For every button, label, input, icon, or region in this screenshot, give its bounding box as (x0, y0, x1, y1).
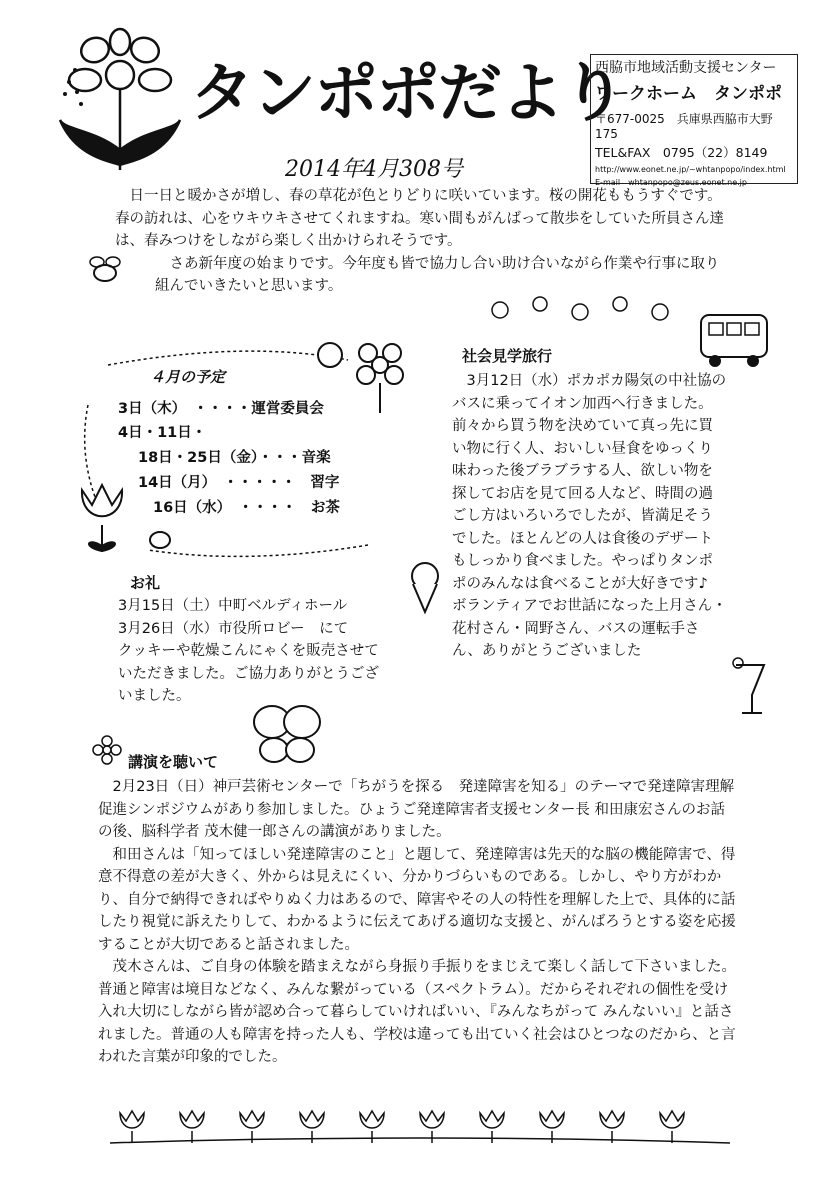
thanks-line-1: 3月15日（土）中町ベルディホール (118, 598, 348, 614)
intro-section (115, 185, 725, 298)
trip-title: 社会見学旅行 (462, 347, 553, 365)
lecture-paragraph-2: 和田さんは「知ってほしい発達障害のこと」と題して、発達障害は先天的な脳の機能障害で、得意不得意の差が大きく、外からは見えにくい、分かりづらいものである。しかし、やり方がわかり、自分で納得できればやりぬく力はあるので、障害やその人の特性を理解した上で、具体的に話したり視覚に訴えたりして、わかるように伝えてあげる適切な支援と、がんばろうとする姿を応援することが大切であると話されました。 (98, 846, 736, 953)
flower-bullet-icon (92, 735, 122, 765)
trip-section (452, 370, 727, 663)
schedule-row: 4日・11日・ (118, 425, 207, 441)
org-address: 〒677-0025 兵庫県西脇市大野175 (595, 112, 773, 141)
thanks-title: お礼 (130, 574, 161, 592)
org-url: http://www.eonet.ne.jp/~whtanpopo/index.html (595, 165, 786, 174)
org-subname: ワークホーム タンポポ (595, 84, 782, 104)
thanks-line-2: 3月26日（水）市役所ロビー にて (118, 620, 349, 637)
schedule-title: ４月の予定 (150, 368, 226, 386)
drink-glass-icon (730, 655, 770, 720)
org-email: E-mail whtanpopo@zeus.eonet.ne.jp (595, 178, 747, 188)
intro-paragraph-2: さあ新年度の始まりです。今年度も皆で協力し合い助け合いながら作業や行事に取り組んでいきたいと思います。 (155, 255, 720, 294)
bee-icon (85, 255, 125, 285)
organization-box (590, 54, 798, 188)
ice-cream-icon (405, 560, 445, 615)
issue-number: 2014年4月308号 (285, 157, 463, 182)
tulip-border-icon (110, 1105, 730, 1145)
thanks-body: クッキーや乾燥こんにゃくを販売させていただきました。ご協力ありがとうございました。 (118, 643, 379, 704)
lecture-title: 講演を聴いて (128, 753, 219, 771)
bus-icon (695, 305, 775, 375)
intro-paragraph-1: 日一日と暖かさが増し、春の草花が色とりどりに咲いています。桜の開花ももうすぐです。春の訪れは、心をウキウキさせてくれますね。寒い間もがんばって散歩をしていた所員さん達は、春みつけをしながら楽しく出かけられそうです。 (115, 188, 724, 249)
lecture-paragraph-1: 2月23日（日）神戸芸術センターで「ちがうを探る 発達障害を知る」のテーマで発達障害理解促進シンポジウムがあり参加しました。ひょうご発達障害者支援センター長 和田康宏さんのお話の後、脳科学者 茂木健一郎さんの講演がありました。 (98, 779, 735, 840)
dandelion-illustration (55, 30, 185, 180)
thanks-section (118, 595, 388, 708)
schedule-row: 18日・25日（金）・・・音楽 (138, 450, 331, 466)
flower-row-icon (480, 290, 680, 330)
newsletter-title: タンポポだより (190, 57, 624, 131)
schedule-row: 14日（月） ・・・・・ 習字 (138, 475, 340, 491)
org-name: 西脇市地域活動支援センター (595, 60, 777, 76)
tulip-icon (72, 480, 182, 560)
butterfly-icon (250, 700, 325, 770)
lecture-section (98, 776, 738, 1069)
schedule-row: 16日（水） ・・・・ お茶 (153, 500, 340, 516)
schedule-row: 3日（木） ・・・・運営委員会 (118, 401, 324, 417)
org-telfax: TEL&FAX 0795（22）8149 (595, 145, 768, 160)
lecture-paragraph-3: 茂木さんは、ご自身の体験を踏まえながら身振り手振りをまじえて楽しく話して下さいました。普通と障害は境目などなく、みんな繋がっている（スペクトラム）。だからそれぞれの個性を受け入れ大切にしながら皆が認め合って暮らしていければいい、『みんなちがって みんないい』と話されました。普通の人も障害を持った人も、学校は違っても出ていく社会はひとつなのだから、と言われた言葉が印象的でした。 (98, 959, 736, 1065)
trip-body-2: ボランティアでお世話になった上月さん・花村さん・岡野さん、バスの運転手さん、ありがとうございました (452, 598, 727, 659)
trip-body-1: 3月12日（水）ポカポカ陽気の中社協のバスに乗ってイオン加西へ行きました。前々から買う物を決めていて真っ先に買い物に行く人、おいしい昼食をゆっくり味わった後ブラブラする人、欲しい物を探してお店を見て回る人など、時間の過ごし方はいろいろでしたが、皆満足そうでした。ほとんどの人は食後のデザートもしっかり食べました。やっぱりタンポポのみんなは食べることが大好きです♪ (452, 373, 727, 592)
